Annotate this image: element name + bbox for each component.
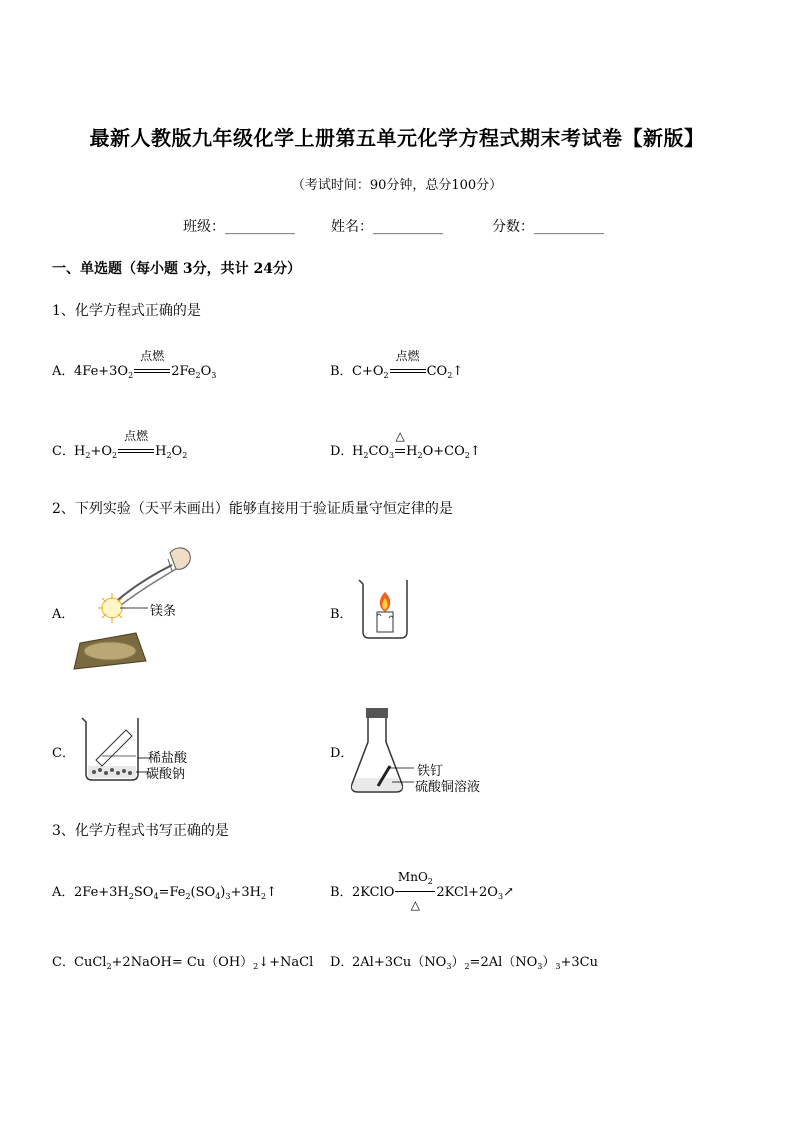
q2-option-b[interactable] bbox=[330, 603, 352, 622]
score-blank[interactable]: __________ bbox=[534, 219, 604, 235]
iron-nail-label: 铁钉 bbox=[417, 764, 444, 779]
class-field[interactable] bbox=[183, 216, 295, 236]
option-letter: A． bbox=[52, 364, 75, 379]
score-field[interactable] bbox=[492, 216, 604, 236]
q1-option-c[interactable]: C．$H_2+O_2$ 点燃 $H_2O_2$ bbox=[52, 429, 188, 460]
name-label: 姓名： bbox=[331, 219, 373, 235]
class-label: 班级： bbox=[183, 219, 225, 235]
option-letter: B． bbox=[330, 885, 353, 900]
option-letter: C． bbox=[52, 746, 75, 761]
q3-option-c[interactable]: C．CuCl$_2$+2NaOH= $Cu(OH)_2↓+NaCl$ bbox=[52, 951, 313, 970]
sodium-carbonate-label: 碳酸钠 bbox=[146, 767, 186, 782]
q2-option-c[interactable] bbox=[52, 742, 74, 761]
dilute-hcl-label: 稀盐酸 bbox=[148, 751, 188, 766]
question-3-stem: 3、化学方程式书写正确的是 bbox=[52, 823, 229, 839]
option-letter: A． bbox=[52, 885, 75, 900]
copper-sulfate-label: 硫酸铜溶液 bbox=[415, 780, 481, 795]
name-blank[interactable]: __________ bbox=[373, 219, 443, 235]
option-letter: A． bbox=[52, 607, 75, 622]
option-letter: D． bbox=[330, 955, 354, 970]
q1-option-d[interactable]: D．$H_2CO_3$ △ $H_2O+CO_2↑$ bbox=[330, 429, 481, 460]
question-1-stem: 1、化学方程式正确的是 bbox=[52, 303, 201, 319]
q1-option-b[interactable]: B．$C+O_2$ 点燃 $CO_2↑$ bbox=[330, 349, 464, 380]
magnesium-ribbon-label: 镁条 bbox=[150, 604, 177, 619]
option-letter: D． bbox=[330, 746, 354, 761]
option-letter: C． bbox=[52, 955, 75, 970]
candle-beaker-illustration bbox=[355, 578, 415, 640]
exam-subtitle: （考试时间：90分钟，总分100分） bbox=[291, 178, 503, 193]
section-title: 一、单选题（每小题 3分，共计 24分） bbox=[52, 261, 301, 277]
score-label: 分数： bbox=[492, 219, 534, 235]
option-letter: C． bbox=[52, 444, 75, 459]
q3-option-b[interactable]: B．2KClO MnO$_2$ △ $2KCl+2O_3↗$ bbox=[330, 870, 514, 912]
q3-option-d[interactable]: D．$2Al+3Cu(NO_3)_2=2Al(NO_3)_3+3Cu$ bbox=[330, 951, 598, 970]
beaker-test-tube-illustration bbox=[80, 716, 150, 782]
q3-option-a[interactable]: A．$2Fe+3H_2SO_4=Fe_2(SO_4)_3+3H_2↑$ bbox=[52, 881, 277, 900]
question-2-stem: 2、下列实验（天平未画出）能够直接用于验证质量守恒定律的是 bbox=[52, 501, 453, 517]
option-letter: D． bbox=[330, 444, 354, 459]
q1-option-a[interactable]: A．$4Fe+3O_2$ 点燃 $2Fe_2O_3$ bbox=[52, 349, 217, 380]
magnesium-burning-illustration bbox=[72, 545, 202, 670]
q2-option-a[interactable] bbox=[52, 603, 74, 622]
class-blank[interactable]: __________ bbox=[225, 219, 295, 235]
page-title: 最新人教版九年级化学上册第五单元化学方程式期末考试卷【新版】 bbox=[89, 126, 705, 150]
option-letter: B． bbox=[330, 607, 353, 622]
name-field[interactable] bbox=[331, 216, 443, 236]
option-letter: B． bbox=[330, 364, 353, 379]
